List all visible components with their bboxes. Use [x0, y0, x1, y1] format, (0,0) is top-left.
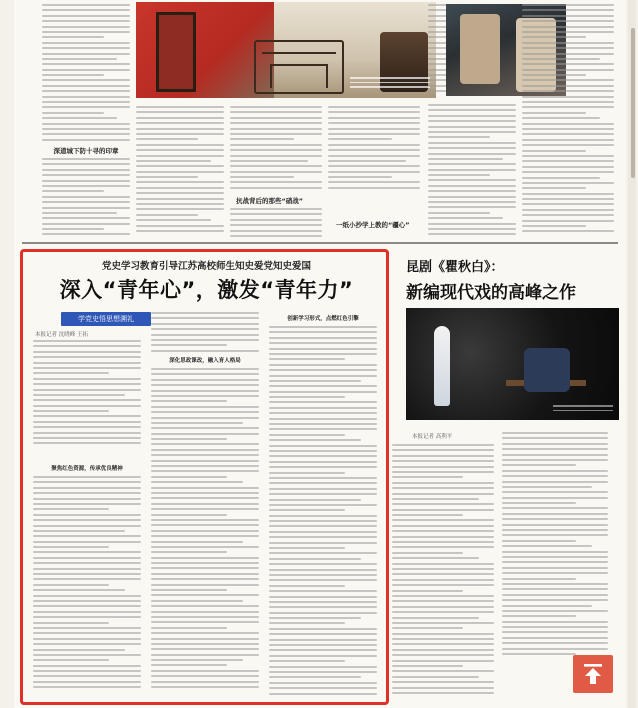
top-right-text-col-3 — [522, 4, 614, 236]
arrow-up-to-top-icon — [581, 662, 605, 686]
right-article-title[interactable] — [406, 256, 622, 303]
article-text-col-1b — [33, 476, 141, 692]
right-article-title-line1: 昆剧《瞿秋白》： — [406, 260, 504, 275]
right-article-text-col-1 — [392, 444, 494, 697]
article-col3-subhead: 创新学习形式，点燃红色引擎 — [287, 316, 359, 322]
section-divider — [22, 242, 618, 244]
top-left-text-block — [42, 4, 130, 144]
top-right-text-col-2 — [428, 104, 516, 239]
vertical-scrollbar-thumb[interactable] — [631, 28, 635, 178]
article-tagline-badge: 学党史悟思想溯礼 — [61, 312, 151, 326]
section-heading-mid: 抗战背后的那些“硝战” — [236, 197, 304, 205]
article-text-col-2 — [151, 312, 259, 355]
opera-stage-photo — [406, 308, 619, 420]
article-text-col-1 — [33, 340, 141, 448]
section-heading-right: 一纸小抄学上教的“疆心” — [336, 221, 410, 229]
article-col1-subhead: 聚焦红色资源，传承优良精神 — [51, 466, 123, 472]
top-left-text-block-2 — [42, 158, 130, 239]
article-headline: 深入“青年心”，激发“青年力” — [59, 278, 354, 302]
article-text-col-2b — [151, 368, 259, 691]
article-col2-subhead: 深化思政课改，融入育人格局 — [169, 358, 241, 364]
top-mid-text-col-3 — [328, 106, 420, 192]
section-heading-left: 深道城下防十寻的印章 — [53, 147, 119, 155]
top-mid-text-col-1 — [136, 106, 224, 235]
right-article-text-col-2 — [502, 432, 608, 658]
highlighted-article[interactable] — [20, 249, 389, 705]
right-article-title-line2: 新编现代戏的高峰之作 — [406, 283, 576, 303]
top-mid-text-col-2 — [230, 106, 322, 192]
article-byline: 本报记者 沈晓峰 王拓 — [35, 332, 88, 338]
museum-exhibit-photo — [136, 2, 436, 98]
article-text-col-3 — [269, 326, 377, 698]
article-kicker: 党史学习教育引导江苏高校师生知史爱党知史爱国 — [101, 261, 311, 272]
top-mid-text-col-2b — [230, 208, 322, 240]
back-to-top-button[interactable] — [573, 655, 613, 693]
right-article-byline: 本报记者 高利平 — [412, 434, 453, 440]
